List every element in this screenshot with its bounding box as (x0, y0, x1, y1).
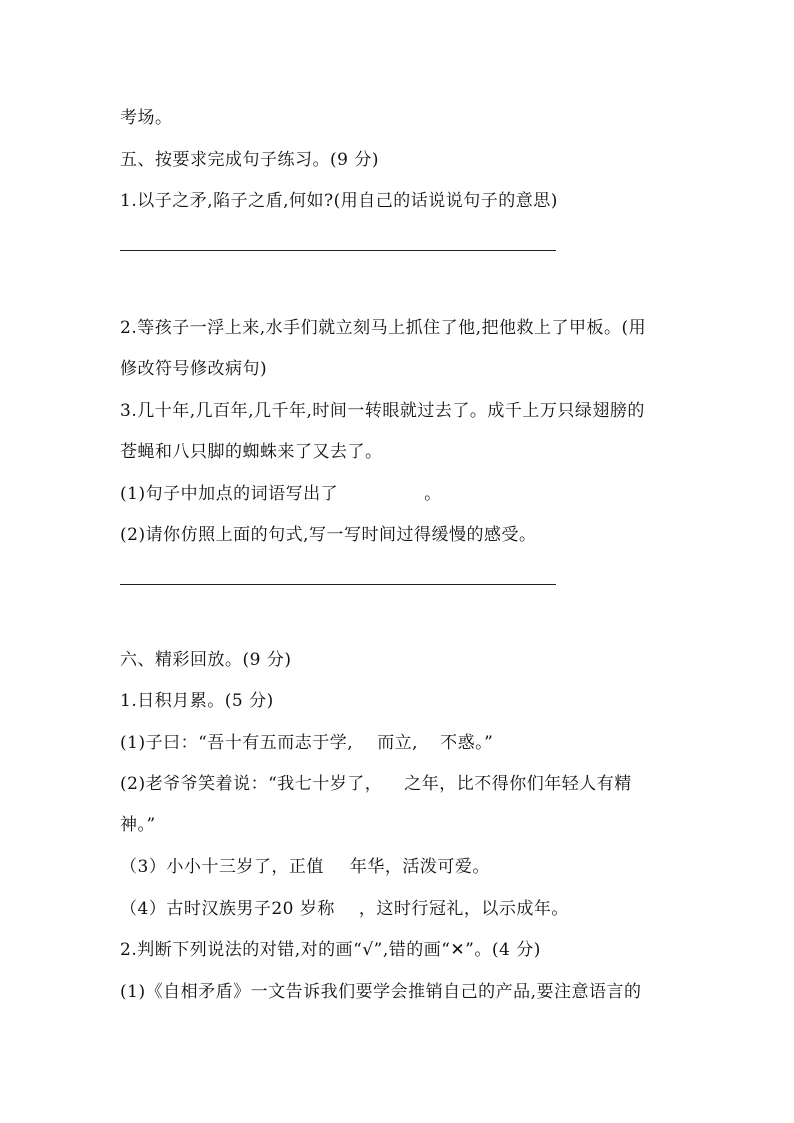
question-6-1-4-end: ，这时行冠礼，以示成年。 (358, 899, 569, 919)
answer-line (120, 584, 556, 585)
question-6-1-1-mid: 而立, (377, 733, 419, 753)
question-5-1: 1.以子之矛,陷子之盾,何如?(用自己的话说说句子的意思) (120, 191, 558, 211)
text-line: 考场。 (120, 108, 173, 128)
question-6-1-2 (120, 772, 632, 796)
question-6-2: 2.判断下列说法的对错,对的画“√”,错的画“✕”。(4 分) (120, 940, 541, 960)
question-6-1-4 (120, 897, 569, 921)
question-6-1-4-text: （4）古时汉族男子20 岁称 (120, 899, 335, 919)
question-5-3-1-text: (1)句子中加点的词语写出了 (120, 484, 339, 504)
question-6-2-1: (1)《自相矛盾》一文告诉我们要学会推销自己的产品,要注意语言的 (120, 982, 642, 1002)
question-5-3-2: (2)请你仿照上面的句式,写一写时间过得缓慢的感受。 (120, 525, 537, 545)
question-5-3-1-end: 。 (424, 484, 442, 504)
question-5-2: 2.等孩子一浮上来,水手们就立刻马上抓住了他,把他救上了甲板。(用 (120, 318, 647, 338)
question-6-1-1-text: (1)子曰：“吾十有五而志于学, (120, 733, 354, 753)
section-heading-6: 六、精彩回放。(9 分) (120, 650, 292, 670)
question-6-1-3-text: （3）小小十三岁了，正值 (120, 857, 324, 877)
question-5-3-cont: 苍蝇和八只脚的蜘蛛来了又去了。 (120, 442, 383, 462)
section-heading-5: 五、按要求完成句子练习。(9 分) (120, 150, 379, 170)
question-6-1-2-cont: 神。” (120, 815, 156, 835)
question-6-1-1-end: 不惑。” (440, 733, 494, 753)
question-5-2-cont: 修改符号修改病句) (120, 359, 268, 379)
question-6-1-2-end: 之年，比不得你们年轻人有精 (404, 774, 632, 794)
question-6-1-3-end: 年华，活泼可爱。 (349, 857, 490, 877)
question-6-1-3 (120, 855, 490, 879)
question-6-1-1 (120, 731, 493, 755)
question-6-1-2-text: (2)老爷爷笑着说：“我七十岁了， (120, 774, 383, 794)
answer-line (120, 250, 556, 251)
question-6-1: 1.日积月累。(5 分) (120, 691, 274, 711)
question-5-3: 3.几十年,几百年,几千年,时间一转眼就过去了。成千上万只绿翅膀的 (120, 401, 645, 421)
question-5-3-1 (120, 482, 442, 506)
